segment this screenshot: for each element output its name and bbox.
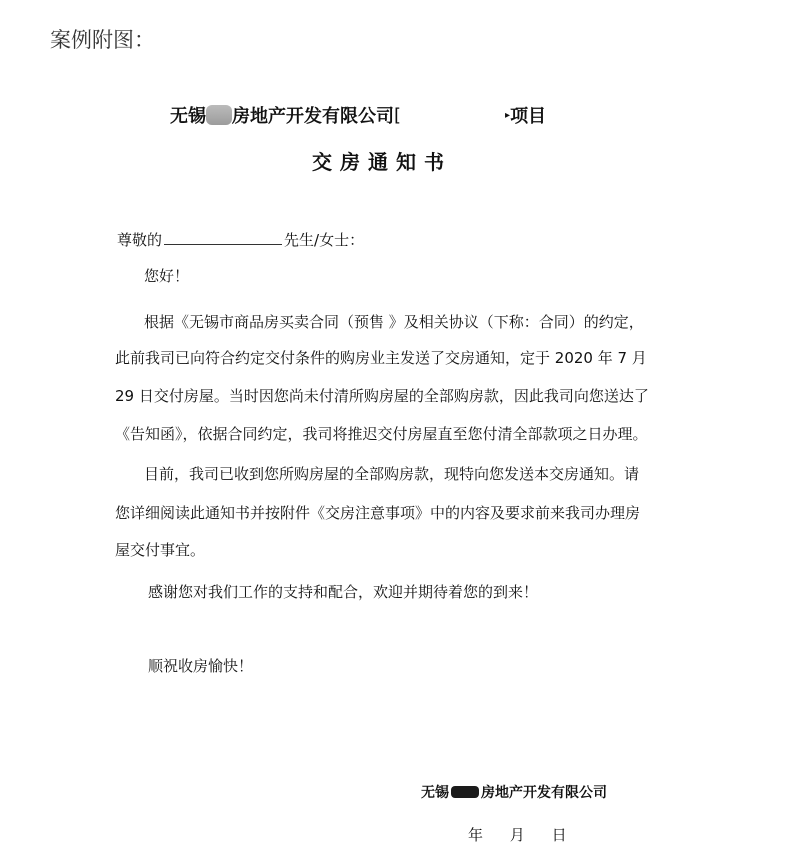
- date-year: 年: [468, 826, 484, 844]
- redaction-dot: ▸: [505, 109, 511, 121]
- para2-line3: 屋交付事宜。: [115, 541, 206, 559]
- closing-line: 顺祝收房愉快！: [148, 657, 254, 675]
- redaction-bracket: [: [394, 104, 402, 126]
- company-prefix: 无锡: [170, 106, 206, 127]
- date-month: 月: [509, 826, 525, 844]
- para2-line2: 您详细阅读此通知书并按附件《交房注意事项》中的内容及要求前来我司办理房: [115, 504, 641, 522]
- para2-line1: 目前，我司已收到您所购房屋的全部购房款，现特向您发送本交房通知。请: [144, 465, 640, 483]
- signature-company: [421, 782, 607, 802]
- document-title: 交房通知书: [312, 150, 452, 174]
- project-suffix: 项目: [510, 106, 547, 127]
- name-blank: [164, 230, 282, 245]
- company-project-heading: [170, 102, 546, 128]
- redaction-mark: [206, 105, 232, 125]
- sig-company-prefix: 无锡: [421, 785, 449, 801]
- salutation-line: [117, 230, 364, 250]
- date-day: 日: [551, 826, 567, 844]
- para1-line2: 此前我司已向符合约定交付条件的购房业主发送了交房通知，定于 2020 年 7 月: [115, 349, 647, 367]
- para1-line4: 《告知函》，依据合同约定，我司将推迟交付房屋直至您付清全部款项之日办理。: [115, 425, 648, 443]
- signature-date: [468, 824, 589, 845]
- sig-company-suffix: 房地产开发有限公司: [481, 785, 607, 801]
- company-suffix: 房地产开发有限公司: [232, 106, 394, 127]
- salutation-prefix: 尊敬的: [117, 231, 163, 249]
- figure-caption: 案例附图：: [50, 28, 155, 52]
- para1-line1: 根据《无锡市商品房买卖合同（预售 》及相关协议（下称：合同）的约定，: [144, 313, 644, 331]
- greeting: 您好！: [144, 267, 190, 285]
- para1-line3: 29 日交付房屋。当时因您尚未付清所购房屋的全部购房款，因此我司向您送达了: [115, 387, 649, 405]
- sig-redaction-mark: [451, 786, 479, 798]
- salutation-suffix: 先生/女士：: [284, 231, 365, 249]
- thanks-line: 感谢您对我们工作的支持和配合，欢迎并期待着您的到来！: [148, 583, 539, 601]
